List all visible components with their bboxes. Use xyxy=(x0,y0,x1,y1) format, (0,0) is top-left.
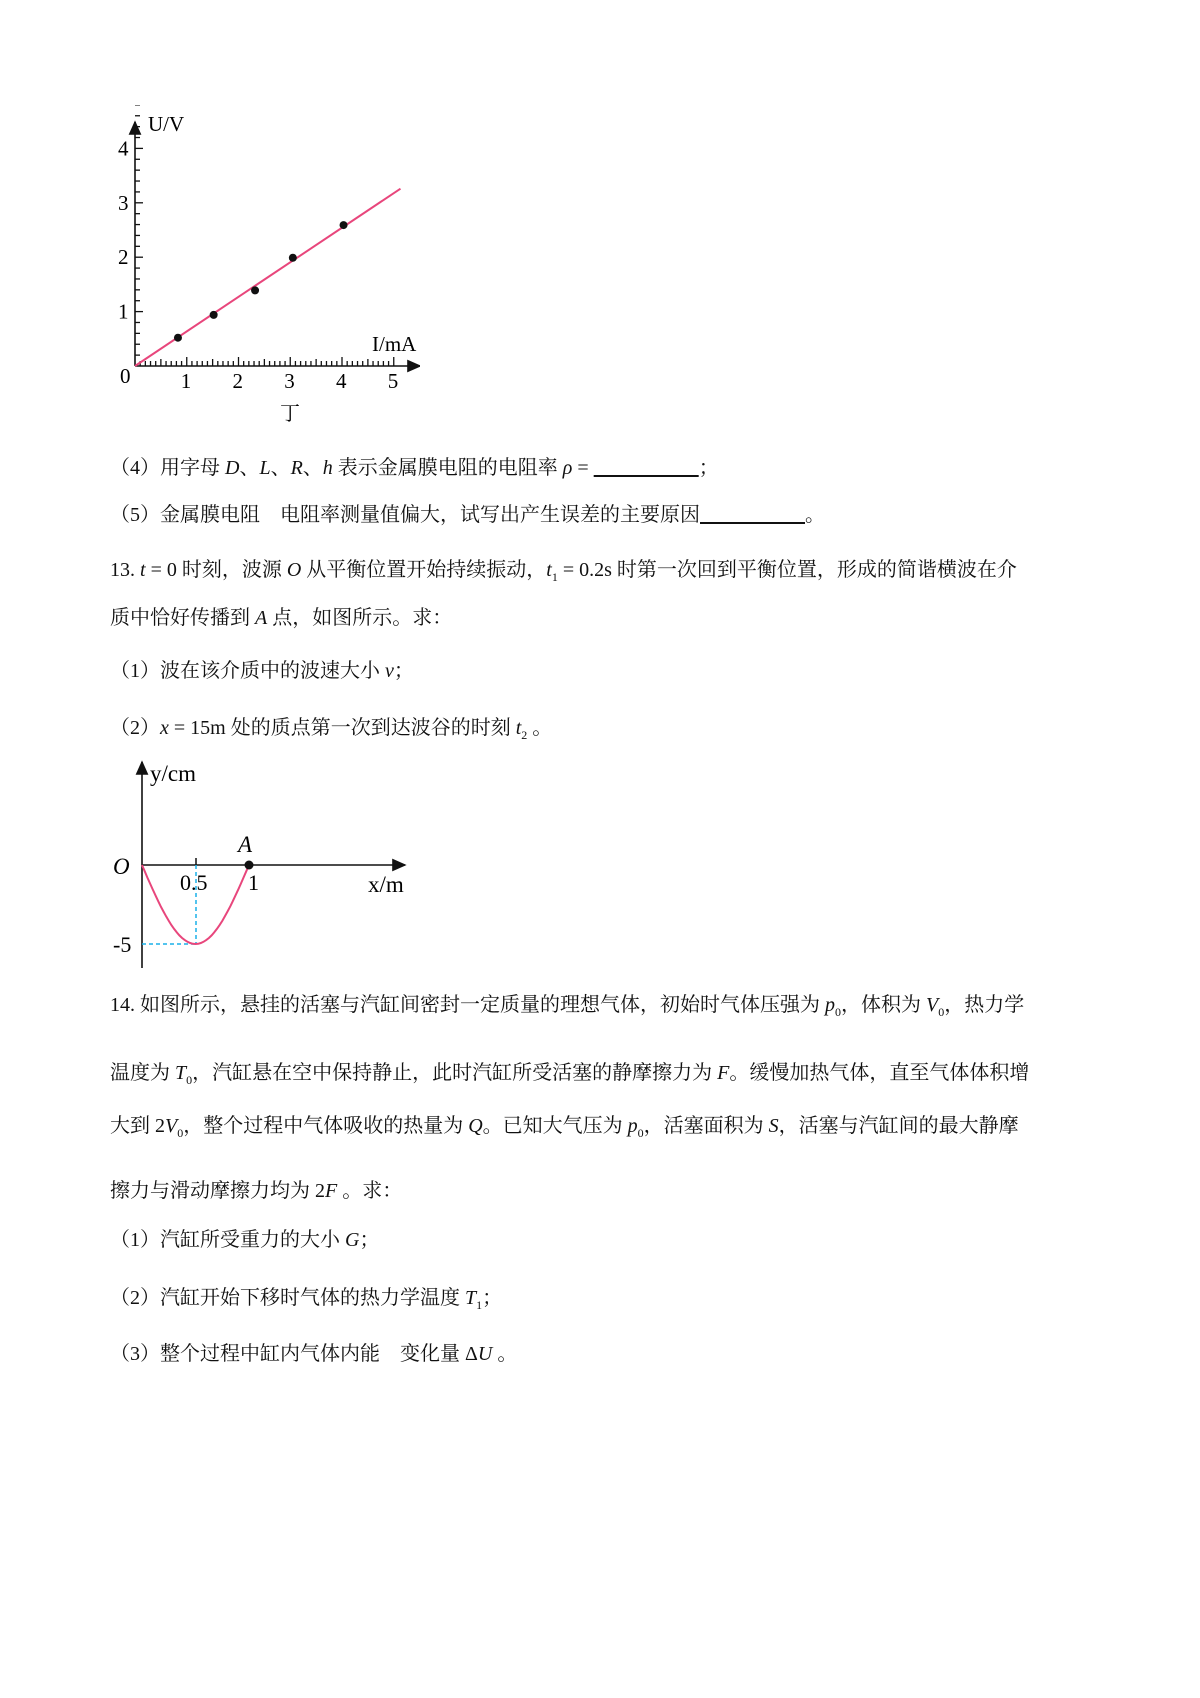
text-segment: ； xyxy=(482,1287,503,1309)
subscript: 0 xyxy=(835,1005,841,1019)
text-segment: ，整个过程中气体吸收的热量为 xyxy=(183,1115,469,1137)
text-line xyxy=(110,715,552,748)
x-tick-label: 4 xyxy=(336,369,347,393)
text-segment: （2） xyxy=(110,717,160,739)
text-line xyxy=(110,1178,402,1204)
text-segment: （5）金属膜电阻 电阻率测量值偏大，试写出产生误差的主要原因 xyxy=(110,504,700,526)
math-symbol: x xyxy=(160,717,169,739)
text-segment: 点，如图所示。求： xyxy=(267,607,453,629)
text-segment: ； xyxy=(393,660,414,682)
subscript: 0 xyxy=(637,1126,644,1140)
math-symbol: h xyxy=(322,457,333,479)
math-symbol: U xyxy=(477,1343,493,1365)
text-line xyxy=(110,502,825,528)
text-segment: 。 xyxy=(527,717,553,739)
math-symbol: R xyxy=(290,457,303,479)
text-segment: 温度为 xyxy=(110,1062,175,1084)
text-segment: 质中恰好传播到 xyxy=(110,607,255,629)
math-symbol: S xyxy=(768,1115,779,1137)
text-segment: 、 xyxy=(270,457,291,479)
x-tick-label: 3 xyxy=(284,369,295,393)
y-axis-label: y/cm xyxy=(150,761,196,786)
subscript: 0 xyxy=(177,1126,184,1140)
text-segment: ，汽缸悬在空中保持静止，此时汽缸所受活塞的静摩擦力为 xyxy=(192,1062,718,1084)
text-segment: ； xyxy=(359,1229,380,1251)
text-segment: 表示金属膜电阻的电阻率 xyxy=(332,457,563,479)
math-symbol: v xyxy=(385,660,394,682)
text-segment: ，活塞面积为 xyxy=(643,1115,769,1137)
text-segment: = 0.2s 时第一次回到平衡位置，形成的简谐横波在介 xyxy=(557,559,1017,581)
math-symbol: V xyxy=(165,1115,178,1137)
math-symbol: t xyxy=(140,559,146,581)
math-symbol: t xyxy=(546,559,552,581)
text-line xyxy=(110,1060,1029,1093)
y-tick-label: 3 xyxy=(118,190,129,215)
text-segment: 。 xyxy=(492,1343,518,1365)
text-segment: 、 xyxy=(302,457,323,479)
y-axis-label: U/V xyxy=(148,112,185,136)
math-symbol: p xyxy=(627,1115,638,1137)
data-point xyxy=(289,254,297,262)
math-symbol: F xyxy=(325,1180,338,1202)
x-tick-label: 5 xyxy=(387,369,399,393)
point-a-label: A xyxy=(238,832,253,857)
origin-label: O xyxy=(113,854,130,879)
text-segment: 擦力与滑动摩擦力均为 2 xyxy=(110,1180,325,1202)
figure-caption: 丁 xyxy=(280,403,300,425)
text-segment: ，热力学 xyxy=(944,994,1025,1016)
x-tick-1: 1 xyxy=(248,870,259,895)
text-line xyxy=(110,455,719,481)
data-point xyxy=(251,286,259,294)
x-tick-label: 2 xyxy=(232,369,243,393)
text-segment: 。求： xyxy=(337,1180,403,1202)
x-axis-label: I/mA xyxy=(372,332,417,356)
math-symbol: T xyxy=(175,1062,187,1084)
math-symbol: p xyxy=(825,994,835,1016)
data-point xyxy=(174,334,182,342)
text-segment: ，活塞与汽缸间的最大静摩 xyxy=(778,1115,1019,1137)
text-segment: （2）汽缸开始下移时气体的热力学温度 xyxy=(110,1287,465,1309)
point-a xyxy=(245,861,254,870)
text-segment: 。已知大气压为 xyxy=(482,1115,628,1137)
text-segment: （1）波在该介质中的波速大小 xyxy=(110,660,385,682)
text-segment: 。 xyxy=(805,504,825,526)
wave-graph xyxy=(100,755,420,975)
x-tick-label: 1 xyxy=(180,369,192,393)
data-point xyxy=(210,311,218,319)
text-segment: 大到 2 xyxy=(110,1115,165,1137)
text-segment: （3）整个过程中缸内气体内能 变化量 Δ xyxy=(110,1343,478,1365)
text-segment: （4）用字母 xyxy=(110,457,225,479)
math-symbol: T xyxy=(465,1287,477,1309)
subscript: 1 xyxy=(551,570,558,584)
math-symbol: D xyxy=(225,457,240,479)
u-i-graph xyxy=(100,105,420,425)
text-segment: = 15m 处的质点第一次到达波谷的时刻 xyxy=(168,717,516,739)
math-symbol: O xyxy=(286,559,302,581)
subscript: 0 xyxy=(938,1005,945,1019)
math-symbol: G xyxy=(345,1229,360,1251)
text-line xyxy=(110,1285,502,1318)
text-line xyxy=(110,992,1024,1025)
y-tick-label: 4 xyxy=(118,136,129,161)
math-symbol: ρ xyxy=(562,457,573,479)
text-segment: = xyxy=(572,457,594,479)
math-symbol: t xyxy=(515,717,522,739)
math-symbol: F xyxy=(717,1062,730,1084)
text-segment: 从平衡位置开始持续振动， xyxy=(301,559,547,581)
data-point xyxy=(340,221,348,229)
text-segment: ，体积为 xyxy=(841,994,926,1016)
x-tick-0.5: 0.5 xyxy=(180,870,208,895)
text-segment: 14. 如图所示，悬挂的活塞与汽缸间密封一定质量的理想气体，初始时气体压强为 xyxy=(110,994,825,1016)
text-line xyxy=(110,1341,517,1367)
subscript: 1 xyxy=(476,1298,483,1312)
text-line xyxy=(110,1113,1019,1146)
text-line xyxy=(110,605,452,631)
text-segment: （1）汽缸所受重力的大小 xyxy=(110,1229,345,1251)
math-symbol: V xyxy=(926,994,939,1016)
text-line xyxy=(110,557,1017,590)
text-segment: 13. xyxy=(110,559,140,581)
text-segment: = 0 时刻，波源 xyxy=(145,559,287,581)
answer-blank[interactable] xyxy=(700,504,805,526)
y-tick-label: 2 xyxy=(118,245,129,270)
y-tick-label: 1 xyxy=(118,299,129,324)
math-symbol: A xyxy=(255,607,268,629)
text-line xyxy=(110,658,414,684)
text-line xyxy=(110,1227,379,1253)
text-segment: ； xyxy=(698,457,719,479)
x-axis-label: x/m xyxy=(368,872,404,897)
answer-blank[interactable] xyxy=(594,457,699,479)
y-tick-minus5: -5 xyxy=(113,932,132,957)
text-segment: 。缓慢加热气体，直至气体体积增 xyxy=(729,1062,1030,1084)
text-segment: 、 xyxy=(239,457,260,479)
math-symbol: L xyxy=(259,457,271,479)
subscript: 2 xyxy=(521,728,528,742)
math-symbol: Q xyxy=(468,1115,483,1137)
origin-label: 0 xyxy=(120,364,131,388)
subscript: 0 xyxy=(186,1073,193,1087)
